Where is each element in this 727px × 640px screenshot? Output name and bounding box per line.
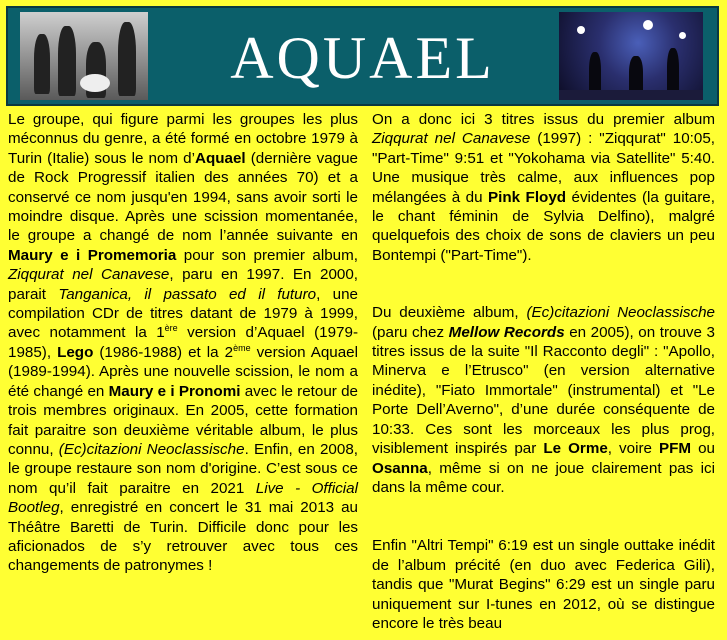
band-name: Le Orme xyxy=(543,440,608,458)
paragraph-second-album: Du deuxième album, (Ec)citazioni Neoclassische (paru chez Mellow Records en 2005), on trouve 3 titres issus de la suite "Il Racconto degli" : "Apollo, Minerva e l’Etrusco" (en version alternative inédite), "Fiato Immortale" (instrumental) et "Le Porte Dell’Averno", d’une durée conséquente de 10:33. Ces sont les morceaux les plus prog, visiblement inspirés par Le Orme, voire PFM ou Osanna, même si on ne joue clairement pas ici dans la même cour. xyxy=(372,304,715,496)
band-name: Lego xyxy=(57,343,94,361)
left-column xyxy=(8,110,358,576)
concert-photo xyxy=(559,12,703,100)
band-name: PFM xyxy=(659,440,692,458)
album-title: Ziqqurat nel Canavese xyxy=(8,266,170,284)
banner-title: AQUAEL xyxy=(230,25,495,91)
label-name: Mellow Records xyxy=(448,323,565,341)
album-title: (Ec)citazioni Neoclassische xyxy=(526,304,715,322)
band-name: Maury e i Promemoria xyxy=(8,246,177,264)
paragraph-singles: Enfin "Altri Tempi" 6:19 est un single outtake inédit de l’album précité (en duo avec Federica Gili), tandis que "Murat Begins" 6:29 est un single paru uniquement sur I-tunes en 2012, où se distingue encore le très beau xyxy=(372,537,715,632)
album-title: Tanganica, il passato ed il futuro xyxy=(58,285,317,303)
band-name: Aquael xyxy=(194,149,246,167)
album-title: Ziqqurat nel Canavese xyxy=(372,130,531,148)
band-name: Maury e i Pronomi xyxy=(108,382,241,400)
band-name: Pink Floyd xyxy=(488,188,567,206)
album-title: (Ec)citazioni Neoclassische xyxy=(58,440,245,458)
right-column xyxy=(372,110,715,633)
band-name: Osanna xyxy=(372,459,428,477)
intro-paragraph: Le groupe, qui figure parmi les groupes les plus méconnus du genre, a été formé en octobre 1979 à Turin (Italie) sous le nom d’Aquael (dernière vague de Rock Progressif italien des années 70) et a conservé ce nom jusqu'en 1994, sans avoir sorti le moindre disque. Après une scission momentanée, le groupe a changé de nom l’année suivante en Maury e i Promemoria pour son premier album, Ziqqurat nel Canavese, paru en 1997. En 2000, parait Tanganica, il passato ed il futuro, une compilation CDr de titres datant de 1979 à 1999, avec notamment la 1ère version d’Aquael (1979-1985), Lego (1986-1988) et la 2ème version Aquael (1989-1994). Après une nouvelle scission, le nom a été changé en Maury e i Pronomi avec le retour de trois membres originaux. En 2005, cette formation fait paraitre son deuxième véritable album, le plus connu, (Ec)citazioni Neoclassische. Enfin, en 2008, le groupe restaure son nom d'origine. C’est sous ce nom qu’il fait paraitre en 2021 Live - Official Bootleg, enregistré en concert le 31 mai 2013 au Théâtre Baretti de Turin. Difficile donc pour les aficionados de s’y retrouver avec tous ces changements de patronymes ! xyxy=(8,111,359,575)
paragraph-first-album: On a donc ici 3 titres issus du premier album Ziqqurat nel Canavese (1997) : "Ziqqurat" 10:05, "Part-Time" 9:51 et "Yokohama via Satellite" 5:40. Une musique très calme, aux influences pop mélangées à du Pink Floyd évidentes (la guitare, le chant féminin de Sylvia Delfino), malgré quelquefois des choix de sons de claviers un peu Bontempi ("Part-Time"). xyxy=(372,111,715,264)
header-banner xyxy=(6,6,719,106)
album-title: Live - Official Bootleg xyxy=(8,479,358,517)
